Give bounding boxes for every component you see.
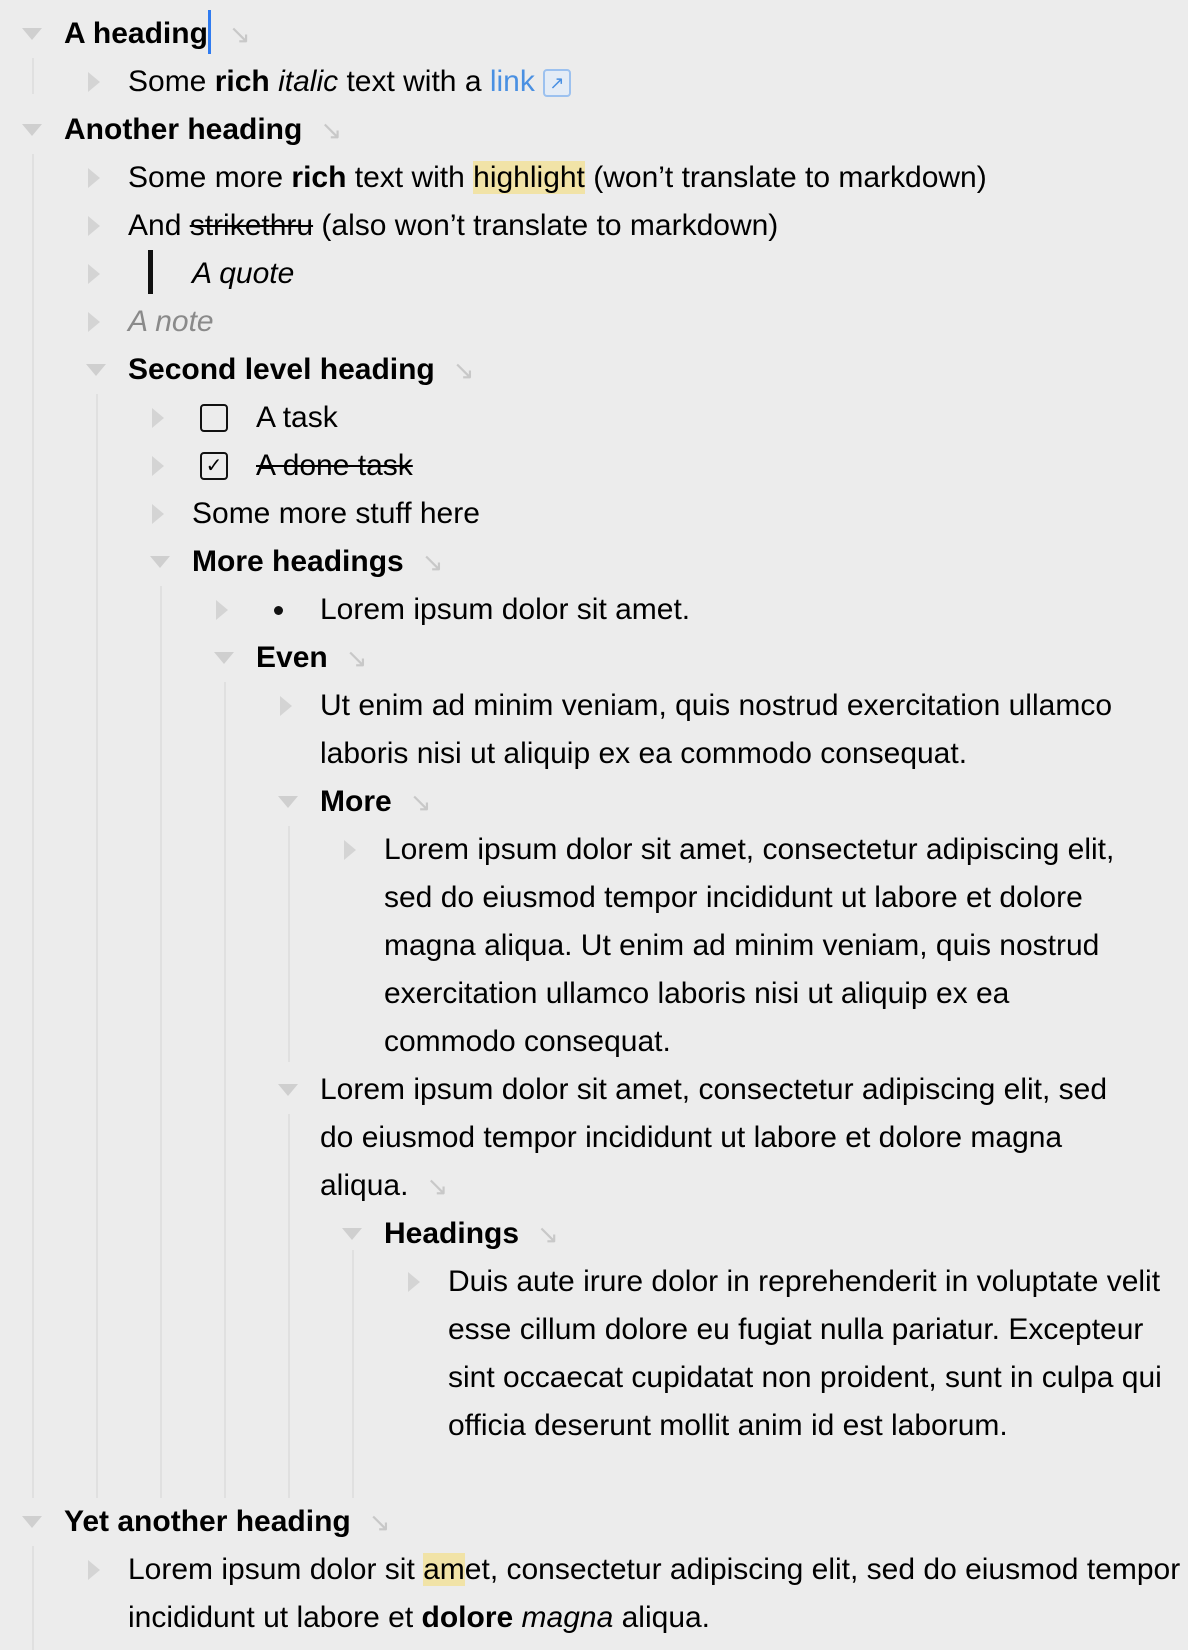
heading-text: Second level heading xyxy=(128,353,435,386)
task-checkbox[interactable] xyxy=(200,404,228,432)
text: (also won’t translate to markdown) xyxy=(313,209,779,242)
heading-text: Yet another heading xyxy=(64,1505,351,1538)
done-task-text: A done task xyxy=(256,449,413,482)
expand-triangle-icon[interactable] xyxy=(152,408,164,428)
text: text with xyxy=(346,161,474,194)
indent-guide xyxy=(32,154,34,1498)
expand-triangle-icon[interactable] xyxy=(88,312,100,332)
bold-text: dolore xyxy=(421,1601,514,1634)
text: Lorem ipsum dolor sit amet, consectetur adipiscing elit, sed do eiusmod tempor incididunt ut labore et dolore magna aliqua. xyxy=(320,1073,1108,1202)
collapse-triangle-icon[interactable] xyxy=(22,1516,42,1528)
text: Some xyxy=(128,65,215,98)
collapse-triangle-icon[interactable] xyxy=(150,556,170,568)
text: Lorem ipsum dolor sit amet, consectetur adipiscing elit, sed do eiusmod tempor incididunt ut labore et dolore magna aliqua. Ut enim ad minim veniam, quis nostrud exercitation ullamco laboris nisi ut aliquip ex ea commodo consequat. xyxy=(384,833,1115,1058)
focus-arrow-icon[interactable]: ↘ xyxy=(452,355,475,385)
link[interactable]: link xyxy=(489,65,535,98)
expand-triangle-icon[interactable] xyxy=(152,504,164,524)
focus-arrow-icon[interactable]: ↘ xyxy=(368,1507,391,1537)
collapse-triangle-icon[interactable] xyxy=(278,796,298,808)
text: And xyxy=(128,209,190,242)
text: aliqua. xyxy=(613,1601,711,1634)
focus-arrow-icon[interactable]: ↘ xyxy=(228,19,251,49)
heading-text: Even xyxy=(256,641,328,674)
text: Some more stuff here xyxy=(192,497,480,530)
indent-guide xyxy=(32,1546,34,1650)
task-text: A task xyxy=(256,401,338,434)
indent-guide xyxy=(32,58,34,94)
collapse-triangle-icon[interactable] xyxy=(86,364,106,376)
bold-text: rich xyxy=(291,161,347,194)
expand-triangle-icon[interactable] xyxy=(408,1272,420,1292)
text-cursor xyxy=(208,10,211,54)
collapse-triangle-icon[interactable] xyxy=(342,1228,362,1240)
indent-guide xyxy=(288,1114,290,1498)
focus-arrow-icon[interactable]: ↘ xyxy=(537,1219,559,1249)
text: (won’t translate to markdown) xyxy=(584,161,987,194)
highlighted-text: am xyxy=(423,1553,465,1586)
external-link-icon[interactable]: ↗ xyxy=(543,69,571,97)
heading-text: Another heading xyxy=(64,113,303,146)
text: Lorem ipsum dolor sit xyxy=(128,1553,424,1586)
collapse-triangle-icon[interactable] xyxy=(214,652,234,664)
text: Lorem ipsum dolor sit amet. xyxy=(320,593,691,626)
strikethrough-text: strikethru xyxy=(189,209,314,242)
focus-arrow-icon[interactable]: ↘ xyxy=(421,547,444,577)
text: Some more xyxy=(128,161,292,194)
quote-text: A quote xyxy=(192,257,295,290)
bold-text: rich xyxy=(214,65,270,98)
indent-guide xyxy=(352,1250,354,1498)
highlighted-text: highlight xyxy=(473,161,585,194)
expand-triangle-icon[interactable] xyxy=(344,840,356,860)
collapse-triangle-icon[interactable] xyxy=(22,28,42,40)
expand-triangle-icon[interactable] xyxy=(88,1560,100,1580)
text: Duis aute irure dolor in reprehenderit in voluptate velit esse cillum dolore eu fugiat nulla pariatur. Excepteur sint occaecat cupidatat non proident, sunt in culpa qui officia deserunt mollit anim id est laborum. xyxy=(448,1265,1162,1442)
expand-triangle-icon[interactable] xyxy=(88,264,100,284)
focus-arrow-icon[interactable]: ↘ xyxy=(409,787,432,817)
indent-guide xyxy=(288,826,290,1062)
collapse-triangle-icon[interactable] xyxy=(22,124,42,136)
expand-triangle-icon[interactable] xyxy=(88,216,100,236)
focus-arrow-icon[interactable]: ↘ xyxy=(426,1171,449,1201)
expand-triangle-icon[interactable] xyxy=(216,600,228,620)
note-text: A note xyxy=(128,305,214,338)
focus-arrow-icon[interactable]: ↘ xyxy=(345,643,368,673)
quote-bar xyxy=(148,250,153,294)
text xyxy=(513,1601,521,1634)
collapse-triangle-icon[interactable] xyxy=(278,1084,298,1096)
indent-guide xyxy=(224,682,226,1498)
heading-text: More headings xyxy=(192,545,404,578)
bullet-icon xyxy=(274,606,283,615)
indent-guide xyxy=(160,586,162,1498)
expand-triangle-icon[interactable] xyxy=(88,168,100,188)
expand-triangle-icon[interactable] xyxy=(152,456,164,476)
focus-arrow-icon[interactable]: ↘ xyxy=(320,115,343,145)
heading-text: A heading xyxy=(64,17,208,50)
expand-triangle-icon[interactable] xyxy=(88,72,100,92)
heading-text: Headings xyxy=(384,1217,520,1250)
text xyxy=(270,65,278,98)
expand-triangle-icon[interactable] xyxy=(280,696,292,716)
text: text with a xyxy=(338,65,490,98)
text: et, consectetur adipiscing elit, sed do eiusmod tempor incididunt ut labore et xyxy=(128,1553,1181,1634)
heading-text: More xyxy=(320,785,392,818)
italic-text: magna xyxy=(521,1601,614,1634)
italic-text: italic xyxy=(278,65,339,98)
indent-guide xyxy=(96,394,98,1498)
task-checkbox-checked[interactable]: ✓ xyxy=(200,452,228,480)
text: Ut enim ad minim veniam, quis nostrud exercitation ullamco laboris nisi ut aliquip ex ea commodo consequat. xyxy=(320,689,1112,770)
